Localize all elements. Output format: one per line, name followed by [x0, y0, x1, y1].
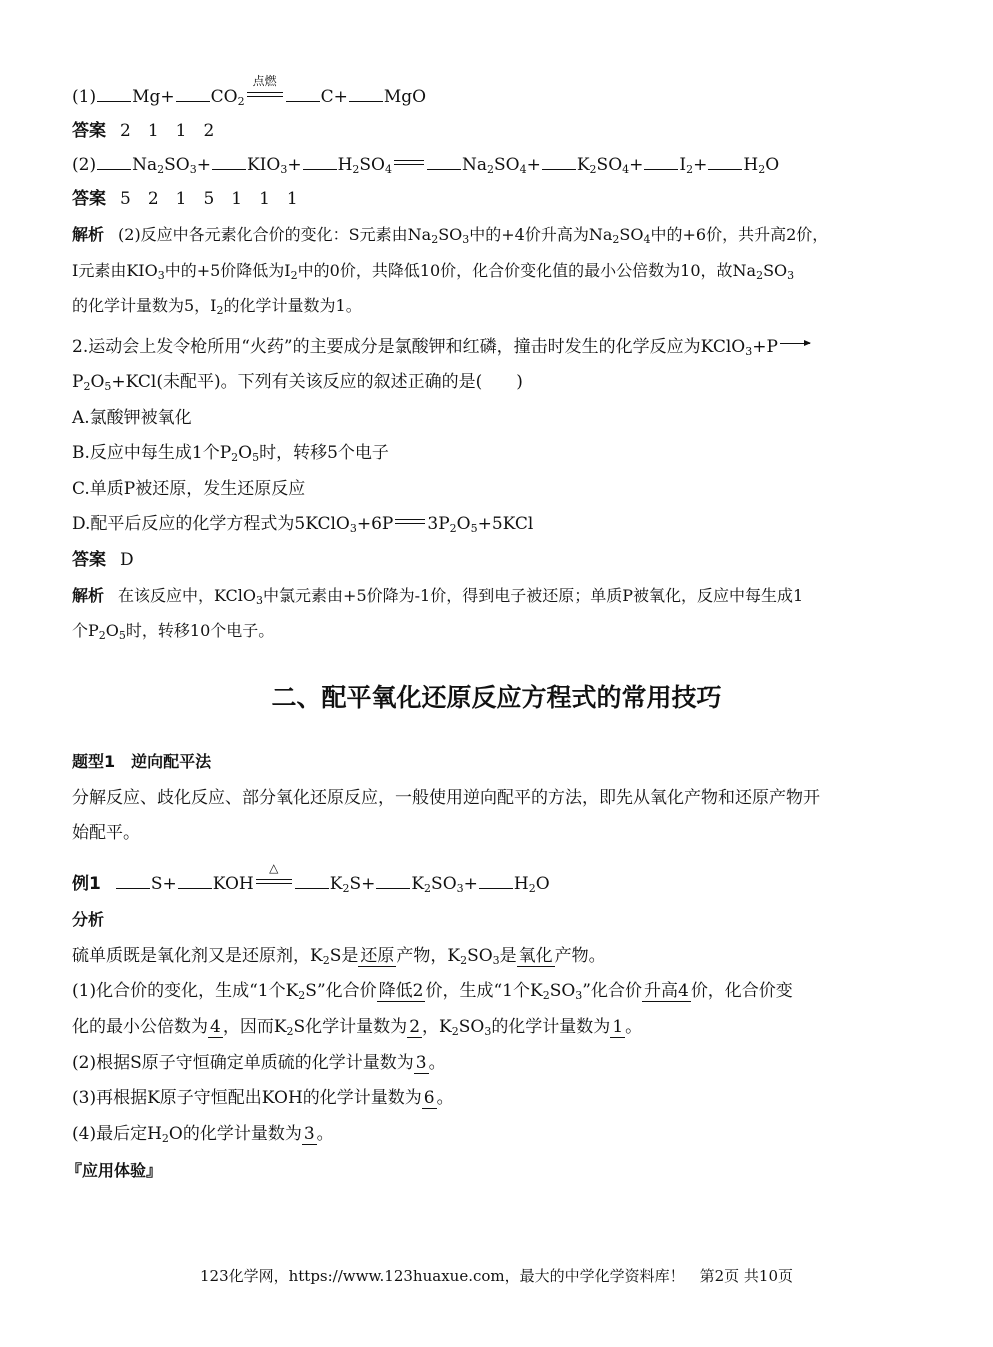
type-1-description-line-2: 始配平。 [72, 823, 140, 843]
heat-condition: △ [256, 877, 292, 887]
analysis-2-line-1: 解析 (2)反应中各元素化合价的变化：S元素由$Na_2SO_3$中的+4价升高为$Na_2SO_4$中的+6价，共升高2价， [72, 225, 829, 246]
analysis-2-line-3: 的化学计量数为5，$I_2$的化学计量数为1。 [72, 296, 362, 317]
analysis-q2-line-1: 解析 在该反应中，KClO$_3$中氯元素由+5价降为-1价，得到电子被还原；单质P被氧化，反应中每生成1 [72, 586, 804, 607]
option-a: A.氯酸钾被氧化 [72, 408, 192, 428]
section-title: 二、配平氧化还原反应方程式的常用技巧 [271, 683, 722, 712]
option-c: C.单质P被还原，发生还原反应 [72, 479, 306, 499]
application-experience-heading: 『应用体验』 [66, 1161, 163, 1180]
type-1-description-line-1: 分解反应、歧化反应、部分氧化还原反应，一般使用逆向配平的方法，即先从氧化产物和还原产物开 [72, 788, 820, 808]
question-2-stem-line-1: 2.运动会上发令枪所用“火药”的主要成分是氯酸钾和红磷，撞击时发生的化学反应为KClO$_3$+P [72, 336, 810, 363]
reaction-condition: 点燃 [247, 90, 283, 100]
analysis-line-6: (4)最后定$H_2O$的化学计量数为 3 。 [72, 1124, 334, 1145]
analysis-2-line-2: I元素由$KIO_3$中的+5价降低为$I_2$中的0价，共降低10价，化合价变化值的最小公倍数为10，故$Na_2SO_3$ [72, 261, 795, 282]
example-1-equation: 例1 S+ KOH △ $K_2S+ K_2SO_3+ H_2O$ [72, 861, 550, 895]
reaction-arrow [780, 340, 810, 348]
answer-question-2: 答案 D [72, 550, 134, 570]
type-1-heading: 题型1 逆向配平法 [72, 752, 212, 771]
analysis-line-3: 化的最小公倍数为 4 ，因而$K_2S$化学计量数为 2 ，$K_2SO_3$的化学计量数为 1 。 [72, 1017, 643, 1038]
equals-sign [395, 518, 425, 526]
answer-2: 答案 5 2 1 5 1 1 1 [72, 189, 298, 209]
analysis-line-2: (1)化合价的变化，生成“1个$K_2S$”化合价 降低2 价，生成“1个$K_2SO_3$”化合价 升高4 价，化合价变 [72, 981, 793, 1002]
analysis-line-5: (3)再根据K原子守恒配出KOH的化学计量数为 6 。 [72, 1088, 454, 1108]
question-2-stem-line-2: $P_2O_5+KCl$(未配平)。下列有关该反应的叙述正确的是( ) [72, 372, 523, 393]
equals-sign [394, 159, 424, 167]
equation-2: (2) $Na_2SO_3+ KIO_3+ H_2SO_4$ $Na_2SO_4+ K_2SO_4+ I_2+ H_2O$ [72, 155, 780, 176]
analysis-line-1: 硫单质既是氧化剂又是还原剂，$K_2S$是 还原 产物，$K_2SO_3$是 氧化 产物。 [72, 946, 606, 967]
analysis-line-4: (2)根据S原子守恒确定单质硫的化学计量数为 3 。 [72, 1053, 446, 1073]
equation-1: (1) $Mg+ CO_2$ 点燃 C+ MgO [72, 74, 427, 108]
analysis-heading: 分析 [72, 910, 105, 929]
option-b: B.反应中每生成1个$P_2O_5$时，转移5个电子 [72, 443, 389, 464]
analysis-q2-line-2: 个$P_2O_5$时，转移10个电子。 [72, 621, 275, 642]
option-d: D.配平后反应的化学方程式为5KClO$_3$+6P $3P_2O_5+5KCl$ [72, 514, 534, 535]
answer-1: 答案 2 1 1 2 [72, 121, 215, 141]
page-footer: 123化学网，https://www.123huaxue.com，最大的中学化学资料库！ 第2页 共10页 [199, 1267, 794, 1285]
